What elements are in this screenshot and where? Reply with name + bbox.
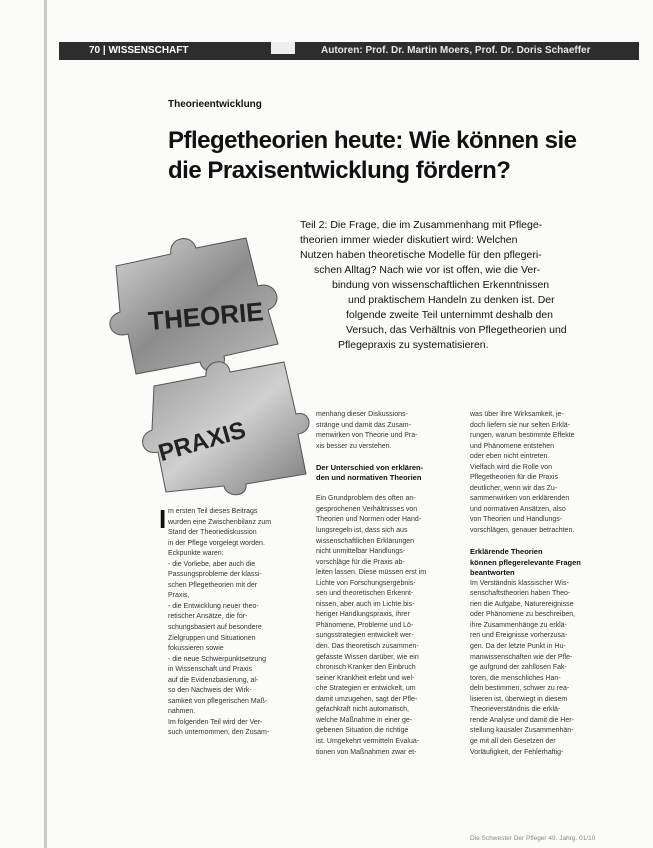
subheading-line: Der Unterschied von erklären- — [316, 462, 424, 472]
body-line: ge mit all den Gesetzen der — [470, 737, 556, 745]
lead-line: schen Alltag? Nach wie vor ist offen, wie die Ver- — [314, 264, 541, 276]
body-line: in Wissenschaft und Praxis — [168, 666, 253, 674]
body-line: - die Entwicklung neuer theo- — [168, 602, 259, 610]
body-line: wissenschaftlichen Erklärungen — [316, 537, 415, 545]
body-line: was über ihre Wirksamkeit, je- — [470, 411, 564, 418]
body-line: nahmen. — [168, 708, 196, 716]
body-column-3 — [470, 410, 615, 758]
body-line: oder Phänomene zu beschreiben, — [470, 611, 576, 619]
body-line: gen. Da der letzte Punkt in Hu- — [470, 643, 566, 651]
body-line: ihre Zusammenhänge zu erklä- — [470, 621, 567, 629]
body-line: heriger Handlungspraxis, ihrer — [316, 611, 410, 619]
body-line: Theorien und Normen oder Hand- — [316, 516, 422, 524]
body-line: schen Pflegetheorien mit der — [168, 581, 258, 589]
body-line — [470, 537, 615, 548]
lead-line: theorien immer wieder diskutiert wird: Welchen — [300, 234, 518, 246]
subheading-line: den und normativen Theorien — [316, 473, 422, 483]
body-line: nicht unmittelbar Handlungs- — [316, 548, 406, 556]
body-line: Im Verständnis klassischer Wis- — [470, 579, 569, 587]
body-line: wurden eine Zwischenbilanz zum — [168, 518, 272, 526]
body-line: rien die Aufgabe, Naturereignisse — [470, 600, 574, 608]
body-line: ge aufgrund der zahllosen Fak- — [470, 664, 567, 672]
subheading-line: beantworten — [470, 568, 515, 578]
page-binding-edge — [44, 0, 47, 848]
subheading-line: können pflegerelevante Fragen — [470, 557, 581, 567]
body-line: stränge und damit das Zusam- — [316, 421, 411, 429]
body-line: nissen, aber auch im Lichte bis- — [316, 600, 415, 608]
body-line: sen und theoretischen Erkennt- — [316, 590, 414, 598]
body-line: Eckpunkte waren: — [168, 550, 224, 558]
body-line — [316, 484, 456, 495]
body-line: m ersten Teil dieses Beitrags — [168, 508, 258, 515]
body-line: und Phänomene entstehen — [470, 442, 555, 450]
article-title — [168, 126, 608, 186]
body-line: xis besser zu verstehen. — [316, 442, 392, 450]
body-line: sungsstrategien entwickelt wer- — [316, 632, 414, 640]
body-line: rungen, warum bestimmte Effekte — [470, 432, 575, 440]
body-line: gebenen Situation die richtige — [316, 727, 409, 735]
body-line: tionen von Maßnahmen zwar et- — [316, 748, 417, 756]
body-column-2 — [316, 410, 456, 758]
body-line: menhang dieser Diskussions- — [316, 411, 408, 418]
page-footer: Die Schwester Der Pfleger 49. Jahrg. 01/10 — [470, 835, 596, 842]
body-column-1 — [168, 507, 296, 739]
body-line — [316, 452, 456, 463]
body-line: damit umzugehen, sagt der Pfle- — [316, 695, 418, 703]
body-line: samkeit von pflegerischen Maß- — [168, 697, 268, 705]
body-line: seiner Krankheit erlebt und wel- — [316, 674, 415, 682]
body-line: vorschläge für die Praxis ab- — [316, 558, 405, 566]
drop-cap: I — [159, 504, 167, 534]
body-line: stellung kausaler Zusammenhän- — [470, 727, 574, 735]
body-line: welche Maßnahme in einer ge- — [316, 716, 413, 724]
body-line: lisieren ist, überwiegt in diesem — [470, 695, 568, 703]
body-line: leiten lassen. Diese müssen erst im — [316, 569, 427, 577]
body-line: in der Pflege vorgelegt worden. — [168, 539, 265, 547]
body-line: ren und Ereignisse vorherzusa- — [470, 632, 568, 640]
puzzle-word-theorie: THEORIE — [146, 296, 265, 337]
body-line: vorschlägen, genauer betrachten. — [470, 527, 575, 535]
lead-line: Pflegepraxis zu systematisieren. — [338, 339, 489, 351]
puzzle-illustration — [96, 226, 311, 498]
body-line: Phänomene, Probleme und Lö- — [316, 621, 414, 629]
title-line: Pflegetheorien heute: Wie können sie — [168, 127, 577, 154]
body-line: - die neue Schwerpunktsetzung — [168, 655, 267, 663]
body-line: Passungsprobleme der klassi- — [168, 571, 262, 579]
body-line: Pflegetheorien für die Praxis — [470, 474, 558, 482]
running-header — [59, 42, 639, 60]
body-line: fokussieren sowie — [168, 645, 224, 653]
body-line: so den Nachweis der Wirk- — [168, 687, 252, 695]
body-line: doch liefern sie nur selten Erklä- — [470, 421, 570, 429]
body-line: chronisch Kranker den Einbruch — [316, 664, 416, 672]
body-line: den. Das theoretisch zusammen- — [316, 643, 419, 651]
body-line: von Theorien und Handlungs- — [470, 516, 563, 524]
body-line: und normativen Ansätzen, also — [470, 505, 566, 513]
body-line: Lichte von Forschungsergebnis- — [316, 579, 416, 587]
lead-line: bindung von wissenschaftlichen Erkenntnissen — [332, 279, 550, 291]
body-line: che Strategien er entwickelt, um — [316, 685, 416, 693]
body-line: Vielfach wird die Rolle von — [470, 463, 552, 471]
authors-label: Autoren: Prof. Dr. Martin Moers, Prof. Dr. Doris Schaeffer — [321, 45, 591, 56]
body-line: toren, die menschliches Han- — [470, 674, 561, 682]
rubric: Theorieentwicklung — [168, 99, 262, 110]
body-line: Zielgruppen und Situationen — [168, 634, 256, 642]
body-line: Vorläufigkeit, der Fehlerhaftig- — [470, 748, 564, 756]
body-line: sammenwirken von erklärenden — [470, 495, 570, 503]
subheading-line: Erklärende Theorien — [470, 547, 543, 557]
lead-line: und praktischem Handeln zu denken ist. Der — [348, 294, 555, 306]
body-line: Theorieverständnis die erklä- — [470, 706, 561, 714]
body-line: schungsbasiert auf besondere — [168, 624, 262, 632]
body-line: menwirken von Theorie und Pra- — [316, 432, 418, 440]
body-line: - die Vorliebe, aber auch die — [168, 560, 256, 568]
lead-line: folgende zweite Teil unternimmt deshalb den — [346, 309, 554, 321]
lead-line: Teil 2: Die Frage, die im Zusammenhang mit Pflege- — [300, 219, 543, 231]
body-line: gefachkraft nicht automatisch, — [316, 706, 409, 714]
body-line: senschaftstheorien haben Theo- — [470, 590, 571, 598]
body-line: ist. Umgekehrt vermitteln Evalua- — [316, 737, 420, 745]
body-line: manwissenschaften wie der Pfle- — [470, 653, 573, 661]
body-line: such unternommen, den Zusam- — [168, 729, 270, 737]
section-label: 70 | WISSENSCHAFT — [89, 45, 189, 56]
body-line: Praxis, — [168, 592, 190, 600]
body-line: auf die Evidenzbasierung, al- — [168, 676, 259, 684]
body-line: lungsregeln ist, dass sich aus — [316, 527, 408, 535]
lead-line: Versuch, das Verhältnis von Pflegetheorien und — [346, 324, 567, 336]
body-line: retischer Ansätze, die for- — [168, 613, 248, 621]
body-line: Ein Grundproblem des often an- — [316, 495, 416, 503]
body-line: rende Analyse und damit die Her- — [470, 716, 574, 724]
body-line: Im folgenden Teil wird der Ver- — [168, 718, 263, 726]
body-line: deln bestimmen, schwer zu rea- — [470, 685, 570, 693]
lead-line: Nutzen haben theoretische Modelle für den pflegeri- — [300, 249, 542, 261]
lead-paragraph — [300, 218, 620, 353]
body-line: gesprochenen Verhältnisses von — [316, 505, 418, 513]
title-line: die Praxisentwicklung fördern? — [168, 157, 511, 184]
body-line: deutlicher, wenn wir das Zu- — [470, 484, 558, 492]
header-mark — [271, 42, 295, 54]
body-line: gefasste Wissen darüber, wie ein — [316, 653, 419, 661]
body-line: Stand der Theoriediskussion — [168, 529, 257, 537]
body-line: oder eben nicht eintreten. — [470, 453, 550, 461]
puzzle-word-praxis: PRAXIS — [155, 416, 249, 468]
